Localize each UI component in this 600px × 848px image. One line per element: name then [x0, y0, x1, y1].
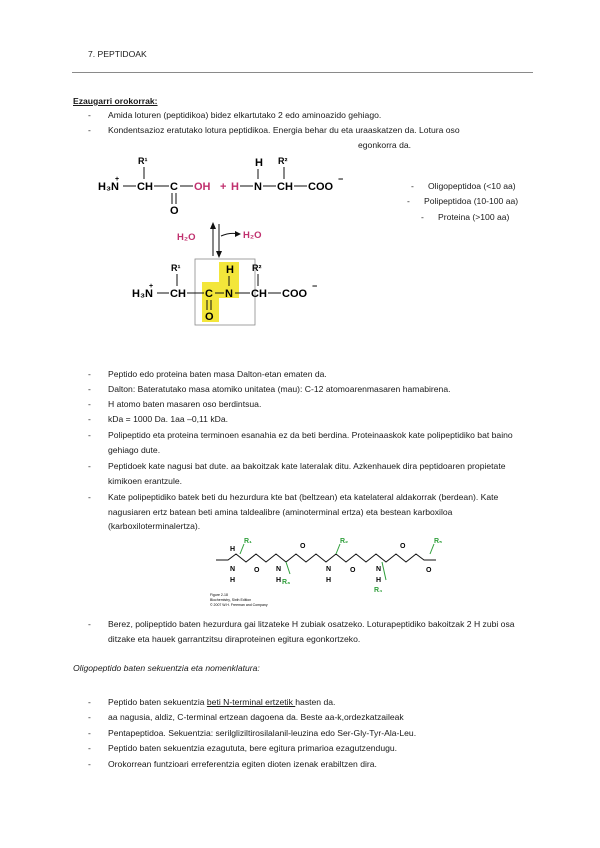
- chain-h-1: H: [230, 546, 236, 553]
- water-out: H₂O: [243, 230, 262, 241]
- formula-ch: CH: [137, 181, 153, 193]
- formula-plus: +: [220, 181, 227, 193]
- bullet: -: [88, 125, 91, 135]
- chain-r1: R₁: [244, 538, 252, 545]
- formula-r2: R²: [278, 156, 288, 166]
- list-item: kDa = 1000 Da. 1aa –0,11 kDa.: [108, 414, 228, 424]
- formula-product-coo: COO: [282, 288, 308, 300]
- bullet: -: [88, 461, 91, 471]
- list-item: H atomo baten masaren oso berdintsua.: [108, 399, 262, 409]
- bullet: -: [421, 212, 424, 222]
- formula-product-c: C: [205, 288, 213, 300]
- formula-product-r2: R²: [252, 263, 262, 273]
- list-item: Peptidoek kate nagusi bat dute. aa bakoitzak kate lateralak ditu. Azkenhauek dira peptidoaren propietate kimikoen erantzule.: [108, 461, 506, 486]
- list-item: Amida loturen (peptidikoa) bidez elkartutako 2 edo aminoazido gehiago.: [108, 110, 382, 120]
- chain-h-5: H: [376, 577, 382, 584]
- list-item: Kate polipeptidiko batek beti du hezurdura kte bat (beltzean) eta katelateral aldakorrak (berdean). Kate nagusiaren ertz batean beti amina taldealibre (aminoterminal ertza) eta bestean karboxiloa (karboxiloterminalertza).: [108, 492, 499, 532]
- chain-o-5: O: [426, 567, 432, 574]
- list-item: Pentapeptidoa. Sekuentzia: serilgliziltirosilalanil-leuzina edo Ser-Gly-Tyr-Ala-Leu.: [108, 728, 417, 738]
- list-item: Berez, polipeptido baten hezurdura gai litzateke H zubiak osatzeko. Loturapeptidiko bakoitzak 2 H zubi osa ditzake eta hauek garrantzitsu diraproteinen egitura egonkortzeko.: [108, 619, 515, 644]
- list-item: [108, 695, 538, 710]
- bullet: -: [88, 492, 91, 502]
- figure-caption-title: Figure 2-18: [210, 593, 228, 597]
- formula-h-left: H: [231, 181, 239, 193]
- bullet: -: [88, 759, 91, 769]
- chain-h-2: H: [230, 577, 236, 584]
- section-heading-general: Ezaugarri orokorrak:: [73, 96, 158, 106]
- formula-product-h: H: [226, 264, 234, 276]
- chain-o-4: O: [400, 543, 406, 550]
- formula-h3n: H₃N: [98, 181, 119, 193]
- chain-h-3: H: [276, 577, 282, 584]
- size-item-protein: Proteina (>100 aa): [438, 212, 510, 222]
- list-item: Polipeptido eta proteina terminoen esanahia ez da beti berdina. Proteinaaskok kate polipeptidiko bat baino gehiago dute.: [108, 430, 513, 455]
- size-item-oligo: Oligopeptidoa (<10 aa): [428, 181, 516, 191]
- chain-o-2: O: [300, 543, 306, 550]
- item-text: Peptido baten sekuentzia: [108, 697, 207, 707]
- list-item: Peptido baten sekuentzia ezagututa, bere egitura primarioa ezagutzendugu.: [108, 743, 398, 753]
- list-item: Kondentsazioz eratutako lotura peptidikoa. Energia behar du eta uraaskatzen da. Lotura oso: [108, 125, 460, 135]
- formula-minus: −: [338, 174, 344, 184]
- formula-product-plus: +: [149, 283, 154, 290]
- list-item: Dalton: Bateratutako masa atomiko unitatea (mau): C-12 atomoarenmasaren hamabirena.: [108, 384, 451, 394]
- bullet: -: [88, 712, 91, 722]
- bullet: -: [407, 196, 410, 206]
- chain-h-4: H: [326, 577, 332, 584]
- size-item-poly: Polipeptidoa (10-100 aa): [424, 196, 519, 206]
- bullet: -: [88, 743, 91, 753]
- formula-product-o: O: [205, 311, 214, 323]
- formula-product-ch-2: CH: [251, 288, 267, 300]
- water-in: H₂O: [177, 232, 196, 243]
- list-item: Peptido edo proteina baten masa Dalton-etan ematen da.: [108, 369, 327, 379]
- bullet: -: [88, 619, 91, 629]
- formula-o: O: [170, 205, 179, 217]
- section-heading-sequence: Oligopeptido baten sekuentzia eta nomenklatura:: [73, 663, 260, 673]
- chain-n-4: N: [376, 566, 382, 573]
- chain-r4: R₄: [374, 587, 383, 594]
- chain-o-3: O: [350, 567, 356, 574]
- bullet: -: [411, 181, 414, 191]
- formula-coo: COO: [308, 181, 334, 193]
- chain-r5: R₅: [434, 538, 443, 545]
- formula-plus-charge: +: [115, 176, 120, 183]
- list-item: Orokorrean funtzioari erreferentzia egiten dioten izenak erabiltzen dira.: [108, 759, 377, 769]
- chain-o-1: O: [254, 567, 260, 574]
- page-title: 7. PEPTIDOAK: [88, 49, 147, 59]
- list-item-continuation: egonkorra da.: [358, 140, 412, 150]
- bullet: -: [88, 697, 91, 707]
- bullet: -: [88, 110, 91, 120]
- chain-n-3: N: [326, 566, 332, 573]
- n-terminal-emphasis: beti N-terminal ertzetik: [206, 697, 296, 707]
- formula-oh: OH: [194, 181, 211, 193]
- formula-product-r1: R¹: [171, 263, 181, 273]
- chain-r2: R₂: [340, 538, 349, 545]
- polypeptide-chain-figure: [210, 538, 460, 612]
- list-item: aa nagusia, aldiz, C-terminal ertzean dagoena da. Beste aa-k,ordezkatzaileak: [108, 712, 404, 722]
- formula-n: N: [254, 181, 262, 193]
- figure-caption-book: Biochemistry, Sixth Edition: [210, 598, 252, 602]
- bullet: -: [88, 384, 91, 394]
- formula-c: C: [170, 181, 178, 193]
- peptide-bond-reaction-figure: [90, 148, 360, 328]
- bullet: -: [88, 728, 91, 738]
- bullet: -: [88, 369, 91, 379]
- bullet: -: [88, 399, 91, 409]
- formula-product-ch: CH: [170, 288, 186, 300]
- formula-h-top: H: [255, 157, 263, 169]
- chain-n-1: N: [230, 566, 236, 573]
- chain-n-2: N: [276, 566, 282, 573]
- chain-r3: R₃: [282, 579, 291, 586]
- formula-r1: R¹: [138, 156, 148, 166]
- formula-ch-2: CH: [277, 181, 293, 193]
- formula-product-h3n: H₃N: [132, 288, 153, 300]
- bullet: -: [88, 430, 91, 440]
- figure-caption-copyright: © 2007 W.H. Freeman and Company: [210, 603, 268, 607]
- header-divider: [72, 72, 533, 73]
- item-text: hasten da.: [295, 697, 336, 707]
- bullet: -: [88, 414, 91, 424]
- formula-product-n: N: [225, 288, 233, 300]
- formula-product-minus: −: [312, 281, 318, 291]
